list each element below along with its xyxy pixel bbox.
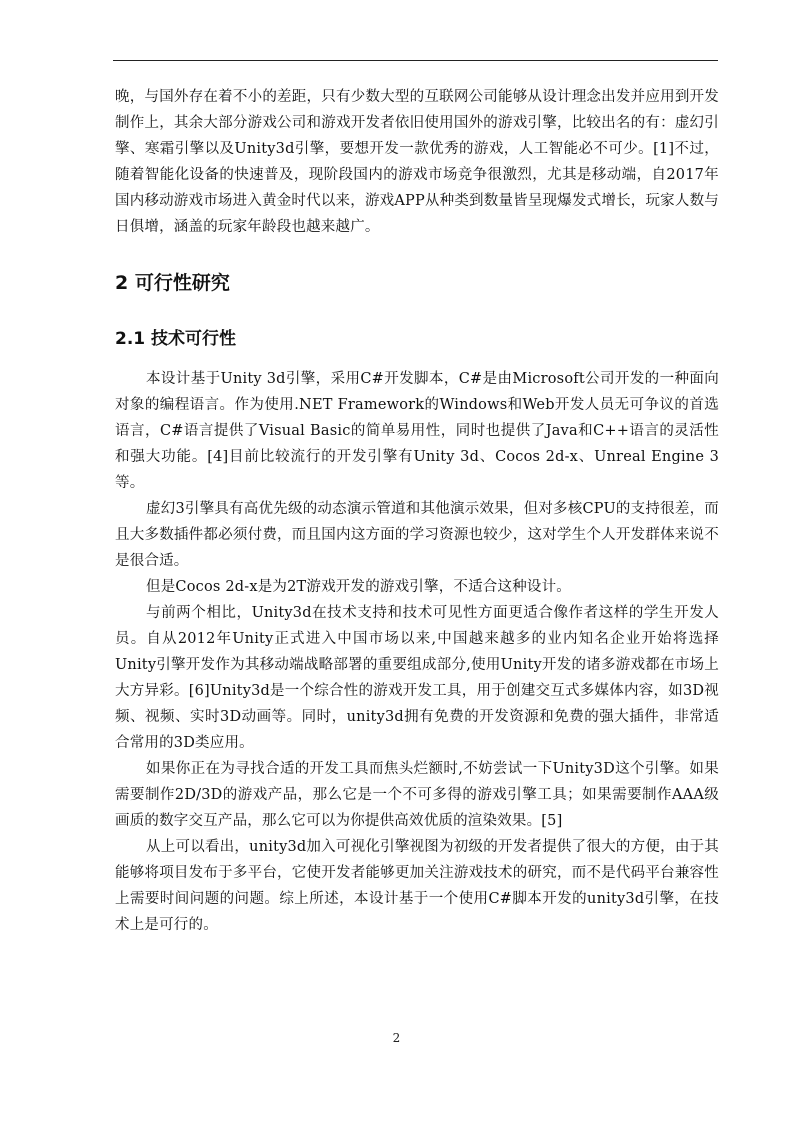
- header-rule: [113, 60, 718, 61]
- page-content: [115, 84, 719, 938]
- section-heading: 2 可行性研究: [115, 272, 230, 294]
- body-paragraph-3: 但是Cocos 2d-x是为2T游戏开发的游戏引擎，不适合这种设计。: [146, 579, 572, 595]
- body-paragraph-6: 从上可以看出，unity3d加入可视化引擎视图为初级的开发者提供了很大的方便，由于其能够将项目发布于多平台，它使开发者能够更加关注游戏技术的研究，而不是代码平台兼容性上需要时间问题的问题。综上所述，本设计基于一个使用C#脚本开发的unity3d引擎，在技术上是可行的。: [115, 839, 719, 933]
- page-number: 2: [392, 1031, 401, 1045]
- spacer: [115, 296, 719, 326]
- spacer: [115, 240, 719, 270]
- body-paragraph-1: 本设计基于Unity 3d引擎，采用C#开发脚本，C#是由Microsoft公司开发的一种面向对象的编程语言。作为使用.NET Framework的Windows和Web开发人员无可争议的首选语言，C#语言提供了Visual Basic的简单易用性，同时也提供了Java和C++语言的灵活性和强大功能。[4]目前比较流行的开发引擎有Unity 3d、Cocos 2d-x、Unreal Engine 3等。: [115, 371, 719, 491]
- body-paragraph-5: 如果你正在为寻找合适的开发工具而焦头烂额时,不妨尝试一下Unity3D这个引擎。如果需要制作2D/3D的游戏产品，那么它是一个不可多得的游戏引擎工具；如果需要制作AAA级画质的数字交互产品，那么它可以为你提供高效优质的渲染效果。[5]: [115, 761, 719, 829]
- subsection-heading: 2.1 技术可行性: [115, 329, 237, 349]
- spacer: [115, 352, 719, 366]
- intro-paragraph: 晚，与国外存在着不小的差距，只有少数大型的互联网公司能够从设计理念出发并应用到开发制作上，其余大部分游戏公司和游戏开发者依旧使用国外的游戏引擎，比较出名的有：虚幻引擎、寒霜引擎以及Unity3d引擎，要想开发一款优秀的游戏，人工智能必不可少。[1]不过，随着智能化设备的快速普及，现阶段国内的游戏市场竞争很激烈，尤其是移动端，自2017年国内移动游戏市场进入黄金时代以来，游戏APP从种类到数量皆呈现爆发式增长，玩家人数与日俱增，涵盖的玩家年龄段也越来越广。: [115, 89, 719, 235]
- body-paragraph-4: 与前两个相比，Unity3d在技术支持和技术可见性方面更适合像作者这样的学生开发人员。自从2012年Unity正式进入中国市场以来,中国越来越多的业内知名企业开始将选择Unity引擎开发作为其移动端战略部署的重要组成部分,使用Unity开发的诸多游戏都在市场上大方异彩。[6]Unity3d是一个综合性的游戏开发工具，用于创建交互式多媒体内容，如3D视频、视频、实时3D动画等。同时，unity3d拥有免费的开发资源和免费的强大插件，非常适合常用的3D类应用。: [115, 605, 719, 751]
- body-paragraph-2: 虚幻3引擎具有高优先级的动态演示管道和其他演示效果，但对多核CPU的支持很差，而且大多数插件都必须付费，而且国内这方面的学习资源也较少，这对学生个人开发群体来说不是很合适。: [115, 501, 719, 569]
